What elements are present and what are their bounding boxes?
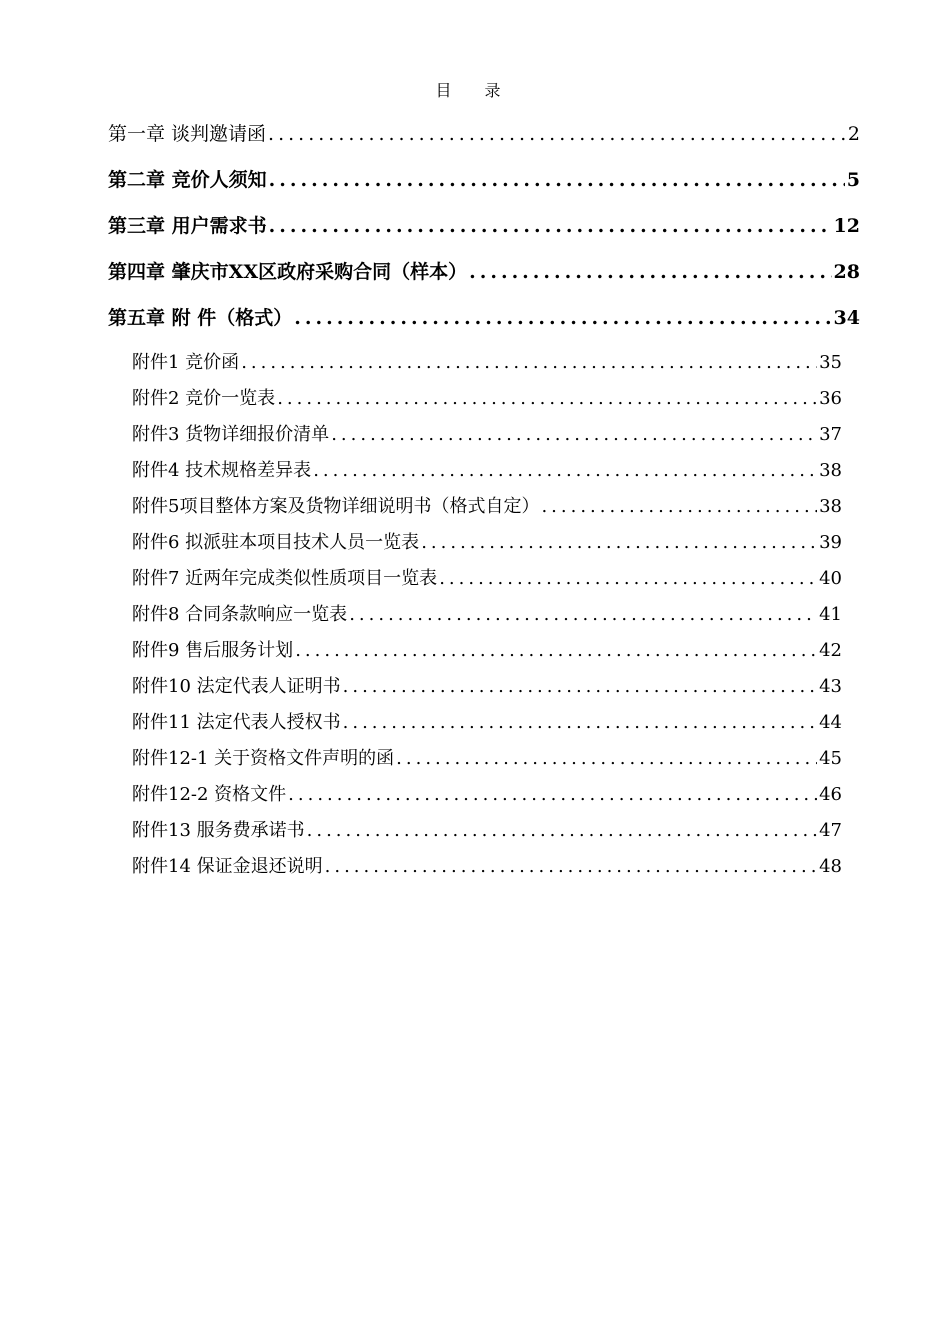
toc-leader-dots <box>268 118 846 150</box>
toc-leader-dots <box>269 164 845 196</box>
toc-annex-9[interactable] <box>132 635 842 667</box>
toc-leader-dots <box>541 491 817 523</box>
toc-entry-label: 附件12-2 资格文件 <box>132 784 287 805</box>
toc-entry-label: 附件6 拟派驻本项目技术人员一览表 <box>132 532 420 553</box>
toc-page-number: 42 <box>819 640 842 661</box>
toc-page-number: 36 <box>819 388 842 409</box>
toc-entry-label: 附件2 竞价一览表 <box>132 388 276 409</box>
toc-leader-dots <box>439 563 817 595</box>
toc-leader-dots <box>307 815 817 847</box>
toc-leader-dots <box>288 779 817 811</box>
toc-entry-label: 附件3 货物详细报价清单 <box>132 424 330 445</box>
toc-leader-dots <box>396 743 817 775</box>
toc-annex-8[interactable] <box>132 599 842 631</box>
toc-page-number: 12 <box>833 215 860 237</box>
toc-annex-13[interactable] <box>132 815 842 847</box>
toc-page-number: 37 <box>819 424 842 445</box>
toc-entry-label: 附件12-1 关于资格文件声明的函 <box>132 748 395 769</box>
toc-leader-dots <box>349 599 817 631</box>
toc-page-number: 47 <box>819 820 842 841</box>
toc-entry-label: 附件7 近两年完成类似性质项目一览表 <box>132 568 438 589</box>
toc-leader-dots <box>295 635 817 667</box>
toc-leader-dots <box>421 527 817 559</box>
toc-leader-dots <box>313 455 817 487</box>
toc-page-number: 45 <box>819 748 842 769</box>
toc-page-number: 35 <box>819 352 842 373</box>
toc-annex-6[interactable] <box>132 527 842 559</box>
toc-leader-dots <box>469 256 831 288</box>
toc-page-number: 48 <box>819 856 842 877</box>
toc-entry-label: 附件4 技术规格差异表 <box>132 460 312 481</box>
toc-entry-label: 附件11 法定代表人授权书 <box>132 712 341 733</box>
toc-page-number: 38 <box>819 460 842 481</box>
toc-page-number: 40 <box>819 568 842 589</box>
toc-entry-label: 第四章 肇庆市XX区政府采购合同（样本） <box>108 261 468 283</box>
toc-annex-1[interactable] <box>132 347 842 379</box>
toc-leader-dots <box>269 210 832 242</box>
toc-chapter-4[interactable] <box>108 256 860 288</box>
toc-entry-label: 附件5项目整体方案及货物详细说明书（格式自定） <box>132 496 540 517</box>
toc-annex-12-1[interactable] <box>132 743 842 775</box>
toc-page-number: 2 <box>847 123 860 145</box>
toc-annex-14[interactable] <box>132 851 842 883</box>
toc-page-number: 44 <box>819 712 842 733</box>
toc-entry-label: 附件13 服务费承诺书 <box>132 820 305 841</box>
toc-entry-label: 第二章 竞价人须知 <box>108 169 267 191</box>
toc-page-number: 28 <box>833 261 860 283</box>
toc-leader-dots <box>331 419 817 451</box>
toc-chapter-1[interactable] <box>108 118 860 150</box>
toc-leader-dots <box>241 347 817 379</box>
toc-leader-dots <box>294 302 831 334</box>
toc-entry-label: 附件9 售后服务计划 <box>132 640 294 661</box>
toc-page-number: 39 <box>819 532 842 553</box>
toc-entry-label: 附件14 保证金退还说明 <box>132 856 323 877</box>
toc-page-number: 34 <box>833 307 860 329</box>
toc-entry-label: 附件8 合同条款响应一览表 <box>132 604 348 625</box>
toc-annex-3[interactable] <box>132 419 842 451</box>
toc-entry-label: 附件10 法定代表人证明书 <box>132 676 341 697</box>
toc-annex-11[interactable] <box>132 707 842 739</box>
toc-annex-12-2[interactable] <box>132 779 842 811</box>
toc-entry-label: 第五章 附 件（格式） <box>108 307 293 329</box>
toc-page-number: 5 <box>846 169 860 191</box>
toc-annex-10[interactable] <box>132 671 842 703</box>
toc-page-number: 41 <box>819 604 842 625</box>
toc-leader-dots <box>343 671 817 703</box>
toc-leader-dots <box>343 707 817 739</box>
toc-annex-7[interactable] <box>132 563 842 595</box>
toc-chapter-3[interactable] <box>108 210 860 242</box>
toc-chapter-5[interactable] <box>108 302 860 334</box>
toc-annex-4[interactable] <box>132 455 842 487</box>
toc-page-number: 46 <box>819 784 842 805</box>
toc-entry-label: 第三章 用户需求书 <box>108 215 267 237</box>
toc-page-number: 38 <box>819 496 842 517</box>
toc-chapter-2[interactable] <box>108 164 860 196</box>
toc-page-number: 43 <box>819 676 842 697</box>
toc-entry-label: 附件1 竞价函 <box>132 352 240 373</box>
toc-entry-label: 第一章 谈判邀请函 <box>108 123 267 145</box>
toc-title: 目 录 <box>435 81 515 100</box>
toc-leader-dots <box>277 383 817 415</box>
toc-annex-5[interactable] <box>132 491 842 523</box>
toc-annex-2[interactable] <box>132 383 842 415</box>
toc-leader-dots <box>325 851 817 883</box>
